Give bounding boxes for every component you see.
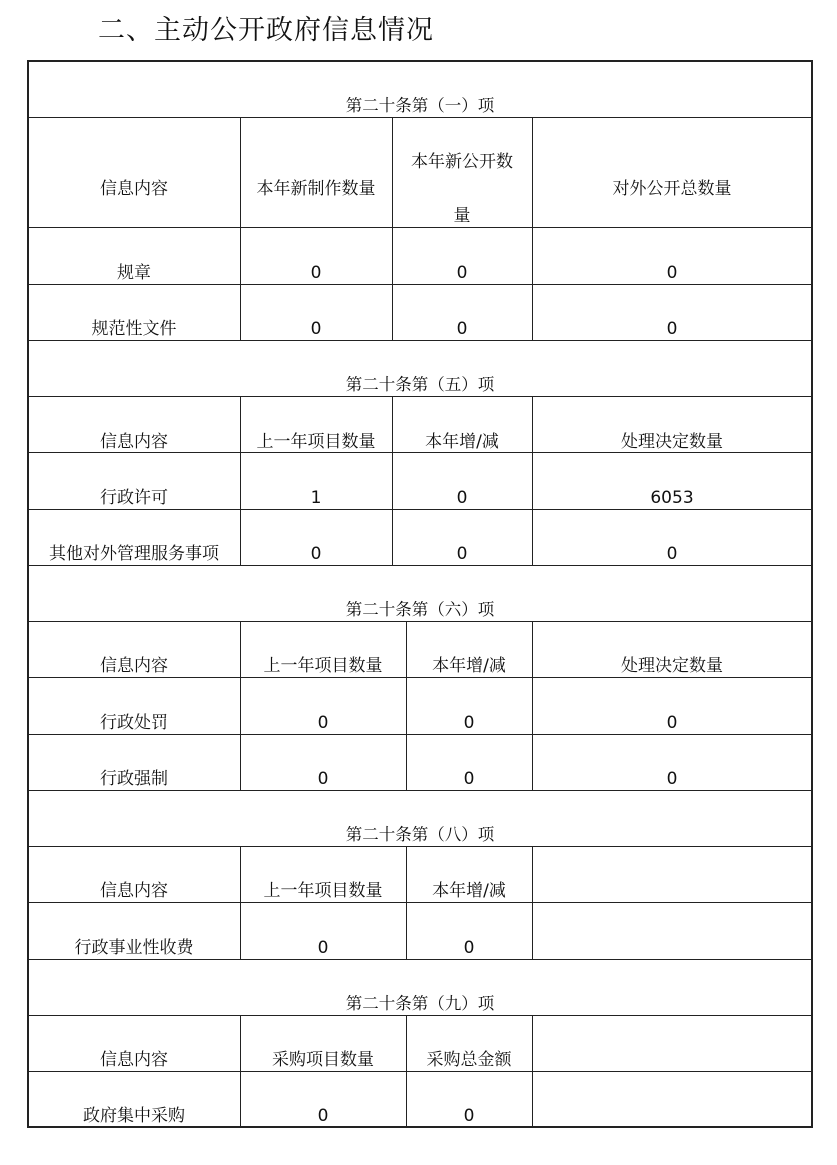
row-label: 规范性文件 (91, 319, 177, 339)
row-label: 政府集中采购 (83, 1106, 185, 1126)
table-cell: 0 (310, 544, 322, 564)
table-cell: 0 (456, 544, 468, 564)
header-cell: 本年新公开数 (411, 152, 513, 172)
row-divider (27, 790, 813, 791)
table-cell: 1 (310, 488, 322, 508)
header-cell: 信息内容 (100, 656, 168, 676)
row-divider (27, 959, 813, 960)
column-divider (532, 1015, 533, 1128)
header-cell: 处理决定数量 (621, 656, 723, 676)
row-divider (27, 227, 813, 228)
column-divider (406, 1015, 407, 1128)
header-cell: 上一年项目数量 (263, 881, 383, 901)
column-divider (240, 1015, 241, 1128)
table-cell: 0 (463, 1106, 475, 1126)
table-cell: 0 (666, 263, 678, 283)
row-label: 行政强制 (100, 769, 168, 789)
column-divider (240, 396, 241, 565)
row-divider (27, 509, 813, 510)
table-cell: 0 (317, 1106, 329, 1126)
row-divider (27, 452, 813, 453)
section-heading: 第二十条第（六）项 (345, 600, 495, 619)
header-cell: 采购总金额 (426, 1050, 512, 1070)
row-divider (27, 734, 813, 735)
table-cell: 0 (456, 488, 468, 508)
section-heading: 第二十条第（一）项 (345, 96, 495, 115)
row-divider (27, 1071, 813, 1072)
row-label: 行政事业性收费 (74, 938, 194, 958)
section-heading: 第二十条第（九）项 (345, 994, 495, 1013)
table-cell: 0 (317, 769, 329, 789)
table-cell: 0 (666, 769, 678, 789)
row-divider (27, 902, 813, 903)
header-cell: 信息内容 (100, 881, 168, 901)
column-divider (406, 621, 407, 790)
row-divider (27, 1015, 813, 1016)
header-cell: 本年增/减 (425, 432, 499, 452)
row-divider (27, 117, 813, 118)
column-divider (532, 621, 533, 790)
section-heading: 第二十条第（八）项 (345, 825, 495, 844)
row-divider (27, 396, 813, 397)
header-cell: 本年新制作数量 (256, 179, 376, 199)
table-cell: 0 (310, 263, 322, 283)
table-cell: 0 (456, 263, 468, 283)
header-cell: 上一年项目数量 (263, 656, 383, 676)
table-cell: 0 (310, 319, 322, 339)
header-cell: 采购项目数量 (272, 1050, 374, 1070)
header-cell: 处理决定数量 (621, 432, 723, 452)
header-cell: 信息内容 (100, 1050, 168, 1070)
column-divider (532, 396, 533, 565)
table-cell: 0 (463, 713, 475, 733)
table-cell: 0 (463, 938, 475, 958)
column-divider (406, 846, 407, 959)
row-label: 规章 (117, 263, 151, 283)
table-cell: 6053 (650, 488, 694, 508)
row-label: 行政处罚 (100, 713, 168, 733)
table-cell: 0 (666, 713, 678, 733)
column-divider (532, 846, 533, 959)
column-divider (240, 117, 241, 340)
row-label: 行政许可 (100, 488, 168, 508)
column-divider (532, 117, 533, 340)
header-cell: 信息内容 (100, 179, 168, 199)
row-divider (27, 846, 813, 847)
header-cell: 上一年项目数量 (256, 432, 376, 452)
row-divider (27, 284, 813, 285)
row-divider (27, 677, 813, 678)
header-cell: 信息内容 (100, 432, 168, 452)
column-divider (240, 846, 241, 959)
column-divider (240, 621, 241, 790)
row-divider (27, 340, 813, 341)
table-cell: 0 (666, 544, 678, 564)
row-label: 其他对外管理服务事项 (49, 544, 219, 564)
table-cell: 0 (317, 713, 329, 733)
row-divider (27, 565, 813, 566)
table-cell: 0 (463, 769, 475, 789)
column-divider (392, 117, 393, 340)
row-divider (27, 621, 813, 622)
page-title: 二、主动公开政府信息情况 (98, 15, 434, 46)
header-cell: 本年增/减 (432, 656, 506, 676)
section-heading: 第二十条第（五）项 (345, 375, 495, 394)
table-cell: 0 (456, 319, 468, 339)
header-cell: 本年增/减 (432, 881, 506, 901)
table-cell: 0 (666, 319, 678, 339)
header-cell: 对外公开总数量 (612, 179, 732, 199)
table-cell: 0 (317, 938, 329, 958)
header-cell: 量 (453, 206, 471, 226)
disclosure-table (27, 60, 813, 1128)
column-divider (392, 396, 393, 565)
